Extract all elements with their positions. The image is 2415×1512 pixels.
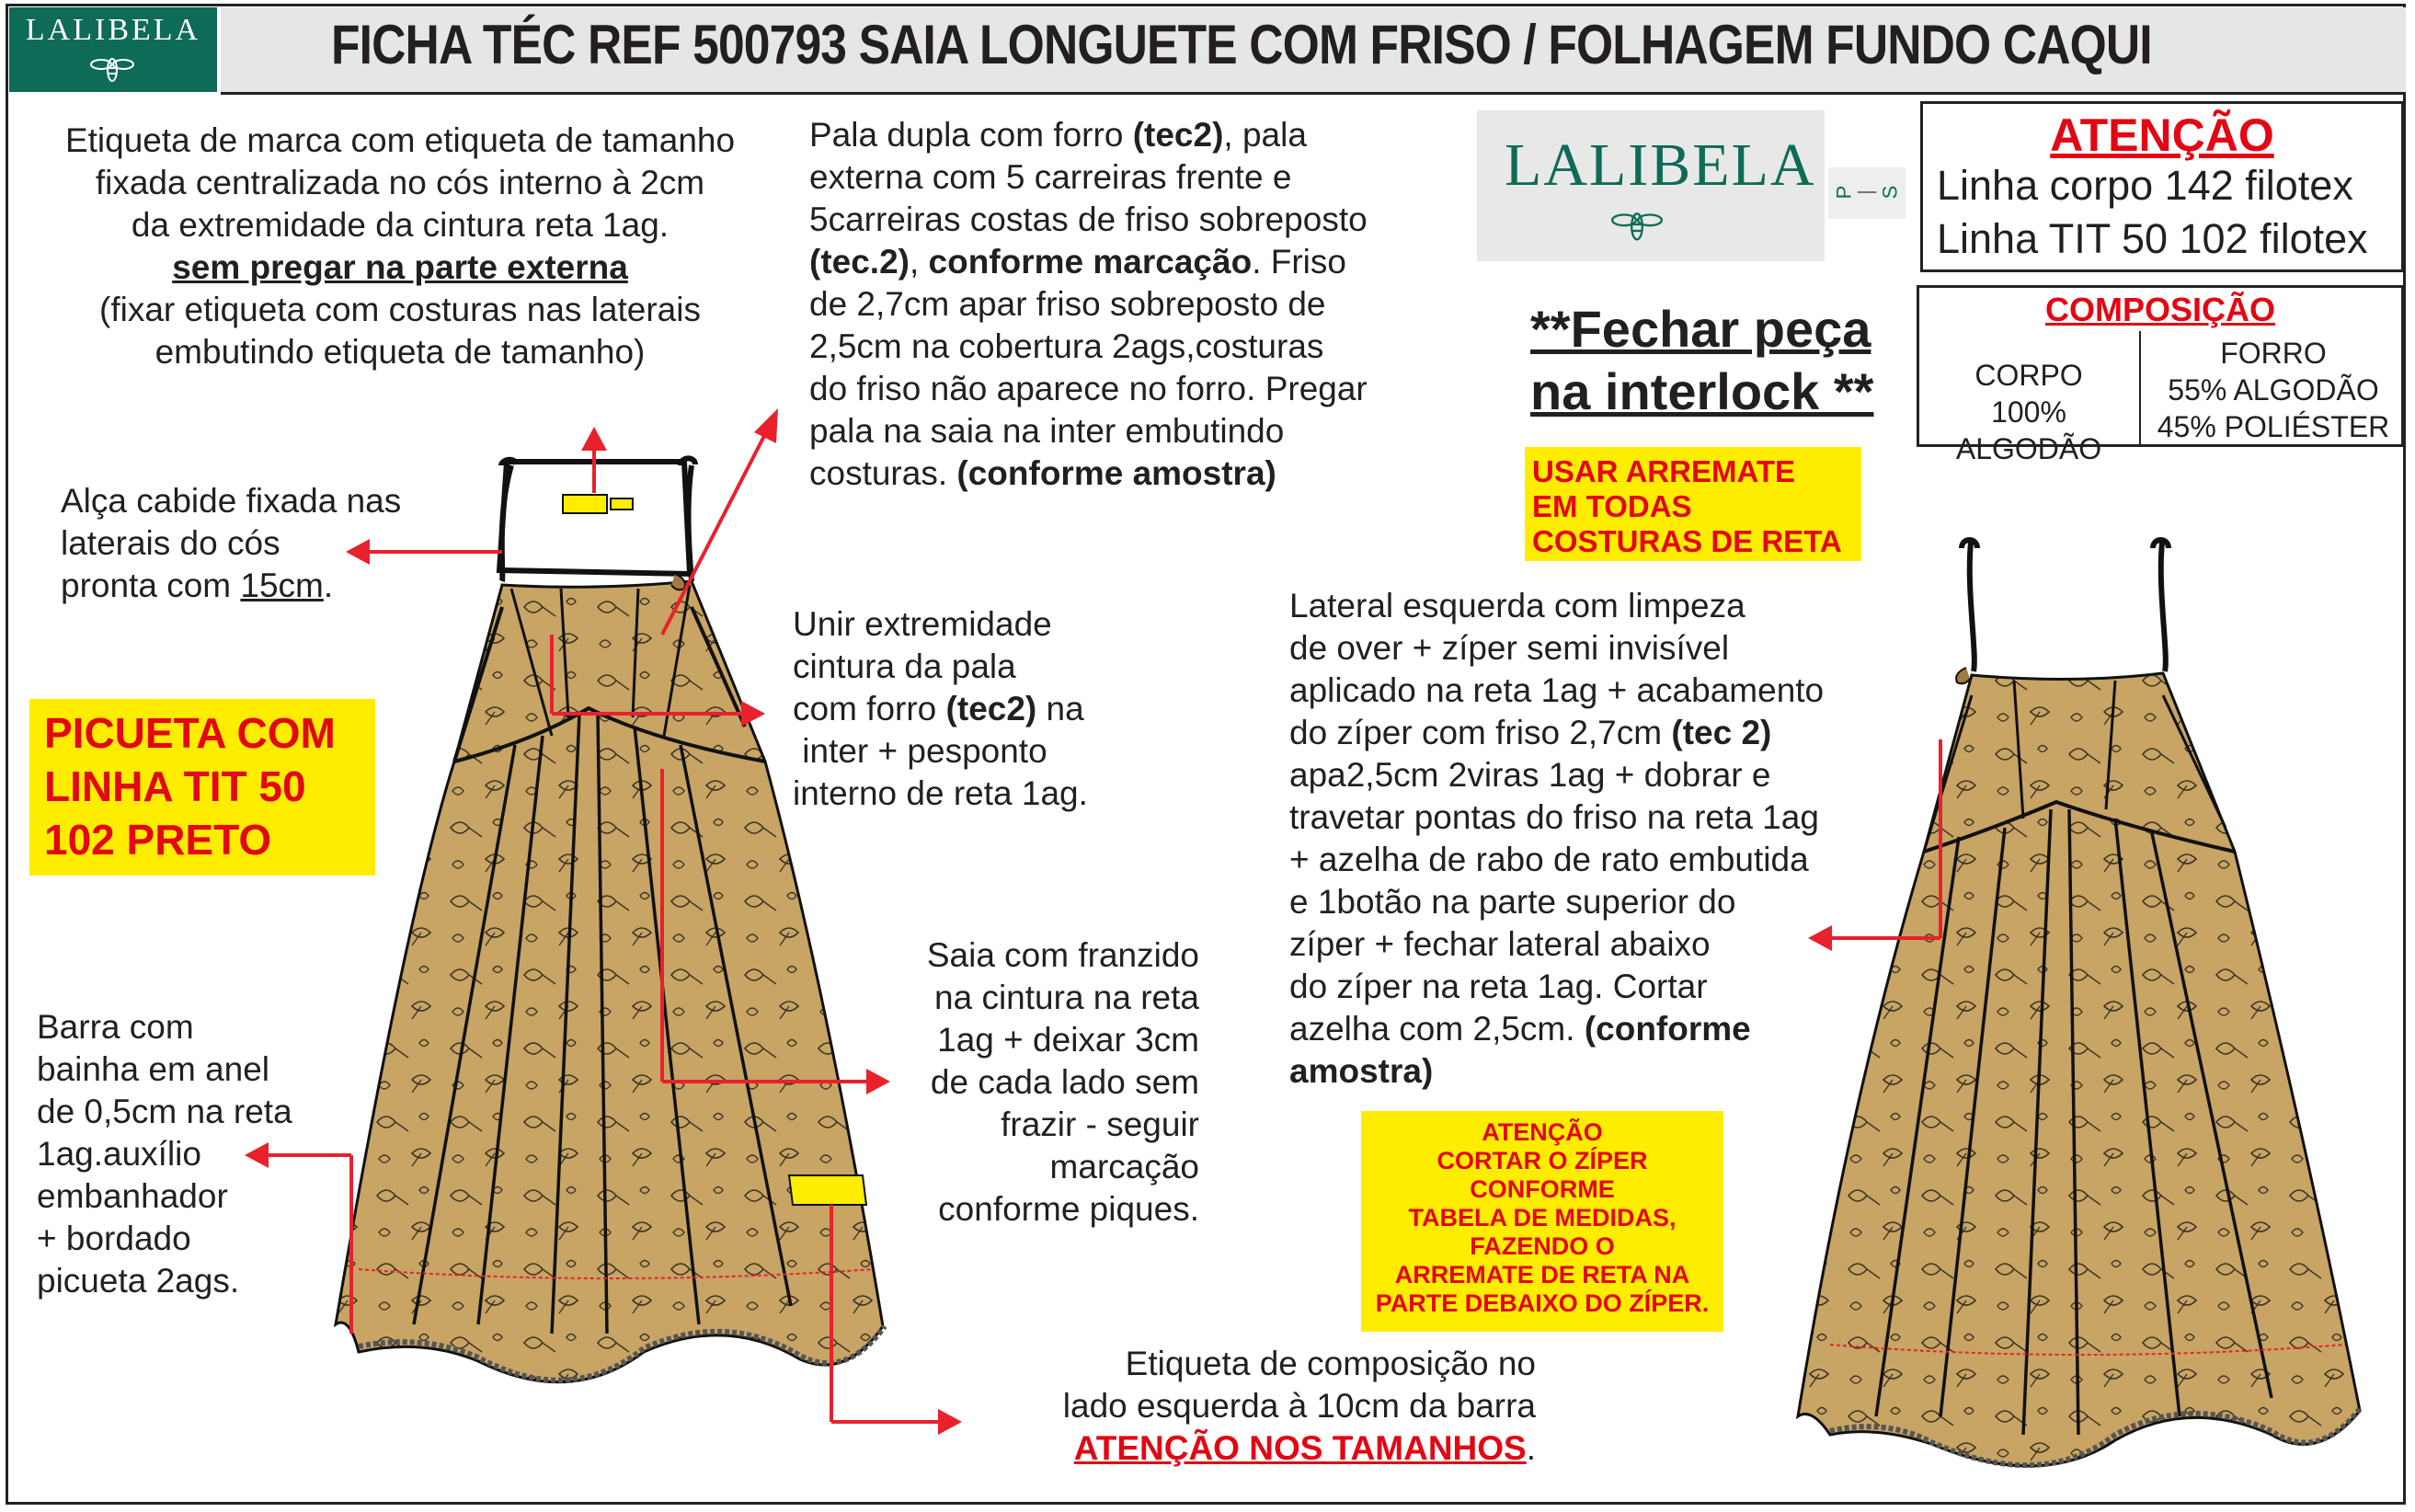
note-line: de over + zíper semi invisível bbox=[1289, 629, 1730, 667]
composition-title: COMPOSIÇÃO bbox=[2044, 291, 2275, 328]
logo-text: LALIBELA bbox=[25, 13, 201, 47]
note-line: picueta 2ags. bbox=[37, 1262, 240, 1300]
size-s: S bbox=[1878, 185, 1902, 200]
note-line: Lateral esquerda com limpeza bbox=[1289, 587, 1745, 624]
note-line: (fixar etiqueta com costuras nas laterais bbox=[99, 291, 701, 328]
zip-attention-line: TABELA DE MEDIDAS, bbox=[1408, 1204, 1677, 1231]
composition-label-note: Etiqueta de composição no lado esquerda à 10cm da barra ATENÇÃO NOS TAMANHOS. bbox=[975, 1343, 1536, 1470]
note-line: cintura da pala bbox=[793, 647, 1016, 685]
note-line: lado esquerda à 10cm da barra bbox=[1062, 1387, 1536, 1425]
arremate-box bbox=[1525, 447, 1861, 561]
note-line: frazir - seguir bbox=[1001, 1105, 1199, 1143]
note-line: Unir extremidade bbox=[793, 605, 1052, 643]
note-line: e 1botão na parte superior do bbox=[1289, 883, 1736, 921]
side-zipper-note: Lateral esquerda com limpeza de over + zíper semi invisível aplicado na reta 1ag + acabamento do zíper com friso 2,7cm (tec 2) apa2,5cm 2viras 1ag + dobrar e travetar pontas do friso na reta 1ag + azelha de rabo de rato embutida e 1botão na parte superior do zíper + fechar lateral abaixo do zíper na reta 1ag. Cortar azelha com 2,5cm. (conforme amostra) bbox=[1289, 585, 1915, 1093]
corpo-label: CORPO bbox=[1974, 359, 2083, 392]
note-line: embutindo etiqueta de tamanho) bbox=[155, 333, 646, 371]
note-line: + azelha de rabo de rato embutida bbox=[1289, 841, 1809, 878]
zip-attention-line: CORTAR O ZÍPER bbox=[1436, 1147, 1648, 1174]
bee-icon bbox=[1611, 200, 1663, 248]
forro-value-1: 55% ALGODÃO bbox=[2168, 373, 2379, 407]
zip-attention-line: ARREMATE DE RETA NA bbox=[1394, 1261, 1690, 1289]
picueta-line: PICUETA COM bbox=[44, 709, 336, 757]
zip-attention-line: PARTE DEBAIXO DO ZÍPER. bbox=[1375, 1289, 1710, 1317]
zip-attention-line: CONFORME bbox=[1470, 1175, 1615, 1203]
size-label: P | S bbox=[1828, 167, 1906, 219]
arremate-line: COSTURAS DE RETA bbox=[1532, 524, 1842, 558]
composition-corpo bbox=[1920, 357, 2137, 467]
zip-attention-line: ATENÇÃO bbox=[1482, 1118, 1603, 1146]
zip-attention-box bbox=[1361, 1111, 1723, 1332]
note-line: do zíper na reta 1ag. Cortar bbox=[1289, 968, 1708, 1005]
page-title: FICHA TÉC REF 500793 SAIA LONGUETE COM FRISO / FOLHAGEM FUNDO CAQUI bbox=[331, 14, 2152, 75]
skirt-gather-note bbox=[828, 934, 1199, 1231]
picueta-line: 102 PRETO bbox=[44, 816, 272, 864]
composition-forro bbox=[2143, 335, 2404, 445]
note-line: na cintura na reta bbox=[934, 979, 1199, 1016]
back-strap-right bbox=[2153, 540, 2169, 671]
note-line: interno de reta 1ag. bbox=[793, 774, 1088, 812]
note-line: Saia com franzido bbox=[926, 936, 1199, 974]
note-line: 2,5cm na cobertura 2ags,costuras bbox=[809, 327, 1324, 365]
note-line: da extremidade da cintura reta 1ag. bbox=[131, 206, 670, 244]
note-line: externa com 5 carreiras frente e bbox=[809, 158, 1292, 196]
note-line: apa2,5cm 2viras 1ag + dobrar e bbox=[1289, 756, 1771, 794]
note-line: 1ag + deixar 3cm bbox=[937, 1021, 1199, 1059]
note-line: embanhador bbox=[37, 1177, 228, 1215]
forro-label: FORRO bbox=[2220, 337, 2327, 370]
note-line: conforme piques. bbox=[938, 1190, 1199, 1228]
interlock-line-2: na interlock ** bbox=[1530, 362, 1874, 420]
note-line: pala na saia na inter embutindo bbox=[809, 412, 1285, 450]
hanger-strap-note: Alça cabide fixada nas laterais do cós pronta com 15cm. bbox=[61, 480, 465, 607]
note-line: inter + pesponto bbox=[793, 732, 1047, 770]
note-line: marcação bbox=[1049, 1148, 1199, 1186]
note-line: travetar pontas do friso na reta 1ag bbox=[1289, 798, 1819, 836]
attention-title: ATENÇÃO bbox=[2050, 109, 2274, 161]
corpo-value: 100% ALGODÃO bbox=[1955, 395, 2102, 465]
note-line: Etiqueta de composição no bbox=[1125, 1345, 1536, 1382]
note-line: fixada centralizada no cós interno à 2cm bbox=[95, 164, 705, 201]
note-line: Barra com bbox=[37, 1008, 194, 1046]
interlock-note bbox=[1530, 298, 1873, 423]
note-line: aplicado na reta 1ag + acabamento bbox=[1289, 671, 1825, 709]
waist-join-note: Unir extremidade cintura da pala com forro (tec2) na inter + pesponto interno de reta 1ag. bbox=[793, 603, 1197, 815]
note-line: bainha em anel bbox=[37, 1050, 270, 1088]
arremate-line: USAR ARREMATE bbox=[1532, 454, 1795, 488]
back-strap-left bbox=[1962, 540, 1977, 671]
picueta-line: LINHA TIT 50 bbox=[44, 762, 306, 810]
hem-note bbox=[37, 1006, 349, 1302]
note-line: de 2,7cm apar friso sobreposto de bbox=[809, 285, 1326, 323]
sizes-attention: ATENÇÃO NOS TAMANHOS bbox=[1073, 1429, 1527, 1467]
composition-divider bbox=[2139, 331, 2141, 445]
note-line: Etiqueta de marca com etiqueta de tamanho bbox=[64, 121, 736, 159]
brand-label-note bbox=[18, 120, 782, 373]
note-line: + bordado bbox=[37, 1220, 191, 1257]
pala-note: Pala dupla com forro (tec2), pala externa com 5 carreiras frente e 5carreiras costas de friso sobreposto (tec.2), conforme marcação. Friso de 2,7cm apar friso sobreposto de 2,5cm na cobertura 2ags,costuras do friso não aparece no forro. Pregar pala na saia na inter embutindo costuras. (conforme amostra) bbox=[809, 114, 1453, 495]
note-line: 1ag.auxílio bbox=[37, 1135, 201, 1173]
thread-body-line: Linha corpo 142 filotex bbox=[1937, 162, 2353, 209]
zip-attention-line: FAZENDO O bbox=[1470, 1232, 1615, 1260]
note-line: zíper + fechar lateral abaixo bbox=[1289, 925, 1711, 963]
picueta-box bbox=[29, 699, 375, 876]
thread-tit-line: Linha TIT 50 102 filotex bbox=[1937, 215, 2368, 262]
brand-label-name: LALIBELA bbox=[1505, 132, 1816, 199]
interlock-line-1: **Fechar peça bbox=[1530, 300, 1871, 358]
note-line: Alça cabide fixada nas bbox=[61, 482, 402, 520]
note-line: sem pregar na parte externa bbox=[172, 248, 628, 286]
note-line: laterais do cós bbox=[61, 524, 280, 562]
note-line: de 0,5cm na reta bbox=[37, 1093, 292, 1130]
brand-label-marker bbox=[563, 495, 607, 513]
note-line: do friso não aparece no forro. Pregar bbox=[809, 370, 1368, 407]
note-line: de cada lado sem bbox=[930, 1063, 1199, 1101]
note-line: 5carreiras costas de friso sobreposto bbox=[809, 200, 1368, 238]
forro-value-2: 45% POLIÉSTER bbox=[2157, 410, 2390, 443]
arremate-line: EM TODAS bbox=[1532, 489, 1692, 523]
size-p: P bbox=[1832, 185, 1856, 200]
